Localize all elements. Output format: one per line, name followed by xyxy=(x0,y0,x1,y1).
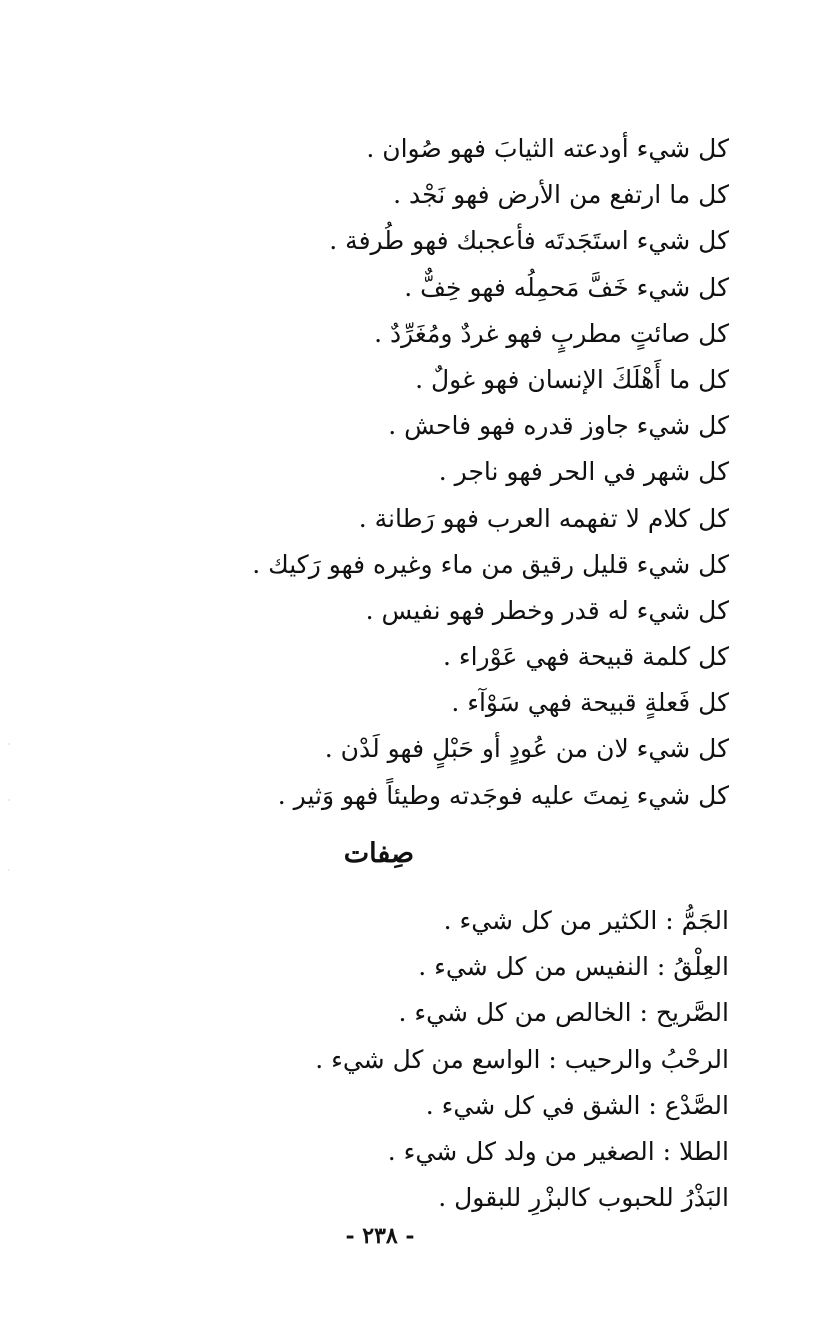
text-line: كل شهر في الحر فهو ناجر . xyxy=(438,457,729,487)
text-line: كل ما أَهْلَكَ الإنسان فهو غولٌ . xyxy=(415,364,729,394)
text-line: كل شيء جاوز قدره فهو فاحش . xyxy=(388,411,729,441)
text-line: الرحْبُ والرحيب : الواسع من كل شيء . xyxy=(315,1044,729,1074)
text-line: كل شيء له قدر وخطر فهو نفيس . xyxy=(365,595,729,625)
text-line: كل صائتٍ مطربٍ فهو غردٌ ومُغَرِّدٌ . xyxy=(374,318,729,348)
text-line: الطلا : الصغير من ولد كل شيء . xyxy=(387,1136,729,1166)
text-line: كل شيء قليل رقيق من ماء وغيره فهو رَكيك . xyxy=(252,549,729,579)
section-heading: صِفات xyxy=(343,838,414,869)
text-line: الصَّريح : الخالص من كل شيء . xyxy=(398,998,729,1028)
text-line: كل فَعلةٍ قبيحة فهي سَوْآء . xyxy=(451,688,729,718)
text-line: البَذْرُ للحبوب كالبزْرِ للبقول . xyxy=(438,1183,729,1213)
adjectives-list xyxy=(229,898,729,1221)
definitions-list xyxy=(229,126,729,819)
text-line: كل شيء لان من عُودٍ أو حَبْلٍ فهو لَدْن . xyxy=(324,734,729,764)
text-line: كل ما ارتفع من الأرض فهو نَجْد . xyxy=(393,180,729,210)
text-line: الجَمُّ : الكثير من كل شيء . xyxy=(443,906,729,935)
text-line: الصَّدْع : الشق في كل شيء . xyxy=(425,1090,729,1120)
text-line: كل شيء نِمتَ عليه فوجَدته وطيئاً فهو وَثير . xyxy=(277,780,729,810)
text-line: كل شيء خَفَّ مَحمِلُه فهو خِفٌّ . xyxy=(404,272,729,302)
text-line: كل شيء استَجَدتَه فأعجبك فهو طُرفة . xyxy=(329,226,729,256)
text-line: كل شيء أودعته الثيابَ فهو صُوان . xyxy=(366,134,729,163)
text-line: العِلْقُ : النفيس من كل شيء . xyxy=(418,952,729,982)
page-number: - ٢٣٨ - xyxy=(345,1223,415,1249)
text-line: كل كلمة قبيحة فهي عَوْراء . xyxy=(442,642,729,672)
scan-margin-marks xyxy=(8,740,10,900)
text-line: كل كلام لا تفهمه العرب فهو رَطانة . xyxy=(358,503,729,533)
